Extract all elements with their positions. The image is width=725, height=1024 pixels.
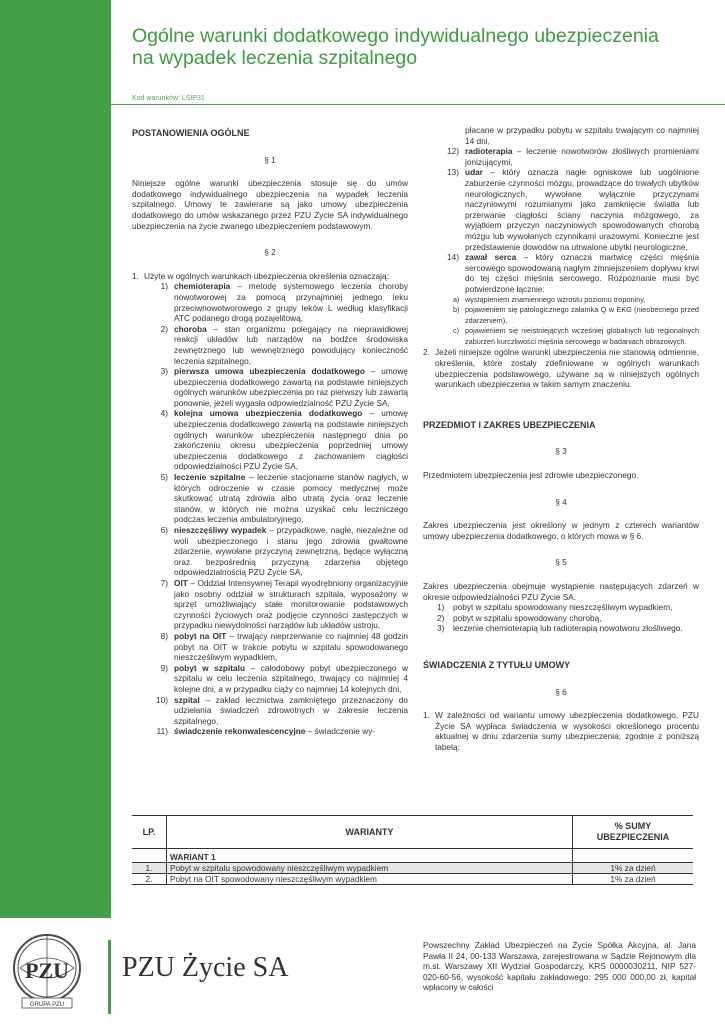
defined-term: choroba <box>174 323 207 334</box>
defined-term: udar <box>465 167 483 178</box>
definition-5 <box>132 472 408 525</box>
sub-item <box>423 295 699 306</box>
variant-row <box>132 849 693 863</box>
header-variants: WARIANTY <box>167 816 573 849</box>
sub-item-letter: a) <box>453 294 460 304</box>
item-text: Użyte w ogólnych warunkach ubezpieczenia określenia oznaczają: <box>144 270 389 281</box>
paragraph-1-text: Niniejsze ogólne warunki ubezpieczenia stosuje się do umów dodatkowego indywidualnego ubezpieczenia na wypadek leczenia szpitalnego. Umowy te zawierane są jako umowy ubezpieczenia dodatkowego do umów wskazanego przez PZU Życie SA indywidualnego ubezpieczenia na życie zwanego ubezpieczeniem podstawowym. <box>132 178 408 231</box>
item-2 <box>423 347 699 389</box>
item-number: 9) <box>160 662 168 673</box>
item-text: W zależności od wariantu umowy ubezpieczenia dodatkowego, PZU Życie SA wypłaca świadczenia w wysokości określonego procentu aktualnej w dniu zdarzenia sumy ubezpieczenia, zgodnie z poniższą tabelą: <box>435 710 699 752</box>
paragraph-3-sign: § 3 <box>555 446 567 457</box>
defined-term: leczenie szpitalne <box>174 472 246 483</box>
definition-text: – który oznacza nagłe ogniskowe lub uogólnione zaburzenie czynności mózgu, prowadzące do trwałych ubytków neurologicznych, wywołane wyłącznie przyczynami naczyniowymi rozumianymi jako zamknięcie światła lub przerwanie ciągłości ściany naczynia mózgowego, za wyjątkiem przyczyn naczyniowych spowodowanych chorobą mózgu lub wywołanych czynnikami urazowymi. Konieczne jest przedstawienie dowodów na utrwalone ubytki neurologiczne, <box>465 167 699 252</box>
sub-item <box>423 305 699 326</box>
item-number: 3) <box>160 366 168 377</box>
definition-text: – umowę ubezpieczenia dodatkowego zawartą na podstawie niniejszych ogólnych warunków ubezpieczenia po raz pierwszy lub zawartą ponownie, jeżeli wygasła odpowiedzialność PZU Życie SA, <box>174 366 408 408</box>
brand-name: PZU Życie SA <box>122 952 289 983</box>
title-line-1: Ogólne warunki dodatkowego indywidualnego ubezpieczenia <box>132 25 659 47</box>
defined-term: kolejna umowa ubezpieczenia dodatkowego <box>174 408 363 419</box>
paragraph-3-text: Przedmiotem ubezpieczenia jest zdrowie ubezpieczonego. <box>423 470 639 481</box>
item-number: 7) <box>160 577 168 588</box>
header-divider <box>111 104 725 105</box>
definition-text: – przypadkowe, nagłe, niezależne od woli ubezpieczonego i stanu jego zdrowia gwałtowne zdarzenie, wywołane przyczyną zewnętrzną, będące wyłączną oraz bezpośrednią przyczyną zdarzenia objętego odpowiedzialnością PZU Życie SA, <box>174 525 408 578</box>
definition-1 <box>132 281 408 323</box>
item-number: 12) <box>447 146 459 157</box>
logo-subtext: GRUPA PZU <box>29 1002 65 1008</box>
item-number: 1) <box>160 281 168 292</box>
row-number: 2. <box>132 874 167 885</box>
row-number: 1. <box>132 863 167 874</box>
definition-9 <box>132 663 408 695</box>
definition-3 <box>132 366 408 408</box>
item-text: pobyt w szpitalu spowodowany nieszczęśliwym wypadkiem, <box>453 602 673 613</box>
definition-4 <box>132 408 408 472</box>
title-line-2: na wypadek leczenia szpitalnego <box>132 47 418 69</box>
green-sidebar <box>0 0 111 918</box>
definition-10 <box>132 695 408 727</box>
definition-text: – umowę ubezpieczenia dodatkowego zawartą na podstawie niniejszych ogólnych warunków ubezpieczenia następnego dnia po zakończeniu okresu ubezpieczenia poprzedniej umowy ubezpieczenia dodatkowego z zachowaniem ciągłości odpowiedzialności PZU Życie SA, <box>174 408 408 472</box>
defined-term: OIT <box>174 577 188 588</box>
section-heading-scope: PRZEDMIOT I ZAKRES UBEZPIECZENIA <box>423 419 596 430</box>
paragraph-5-sign: § 5 <box>555 557 567 568</box>
item-number: 1. <box>132 270 139 281</box>
definition-text: – który oznacza martwicę części mięśnia sercowego spowodowaną nagłym zmniejszeniem dopływu krwi do tej części mięśnia sercowego. Rozpoznanie musi być potwierdzone łącznie: <box>465 252 699 294</box>
definition-text: – metodę systemowego leczenia choroby nowotworowej za pomocą przynajmniej jednego leku przeciwnowotworowego z grupy leków L według klasyfikacji ATC podanego drogą pozajelitową, <box>174 281 408 324</box>
item-number: 1. <box>423 710 430 721</box>
item-number: 4) <box>160 408 168 419</box>
defined-term: zawał serca <box>465 252 517 263</box>
conditions-code: Kod warunków: LSIP31 <box>132 95 205 102</box>
definitions-intro <box>132 271 408 282</box>
defined-term: świadczenie rekonwalescencyjne <box>174 726 306 737</box>
definition-text: – leczenie stacjonarne stanów nagłych, w których odroczenie w czasie pomocy medycznej może skutkować utratą zdrowia albo utratą życia oraz leczenie stanów, w których nie można uzyskać celu leczniczego podczas leczenia ambulatoryjnego, <box>174 472 408 525</box>
sub-item-text: pojawieniem się patologicznego załamka Q w EKG (nieobecnego przed zdarzeniem), <box>465 305 699 325</box>
row-description: Pobyt na OIT spowodowany nieszczęśliwym wypadkiem <box>167 874 573 885</box>
sub-item-text: wystąpieniem znamiennego wzrostu poziomu troponiny, <box>465 294 646 304</box>
item-number: 11) <box>156 726 168 737</box>
section-heading-benefits: ŚWIADCZENIA Z TYTUŁU UMOWY <box>423 659 571 670</box>
defined-term: nieszczęśliwy wypadek <box>174 525 267 535</box>
item-number: 10) <box>156 694 168 705</box>
paragraph-2-sign: § 2 <box>264 247 276 258</box>
variant-label: WARIANT 1 <box>167 849 573 863</box>
item-number: 2) <box>160 323 168 334</box>
item-text: pobyt w szpitalu spowodowany chorobą, <box>453 612 602 623</box>
item-number: 1) <box>437 602 445 613</box>
paragraph-4-text: Zakres ubezpieczenia jest określony w jednym z czterech wariantów umowy ubezpieczenia dodatkowego, o których mowa w § 6. <box>423 520 699 541</box>
section-heading-general: POSTANOWIENIA OGÓLNE <box>132 128 250 138</box>
document-title <box>132 25 702 69</box>
definition-12 <box>423 146 699 167</box>
footer-divider <box>108 940 111 1014</box>
item-number: 8) <box>160 630 168 641</box>
defined-term: pierwsza umowa ubezpieczenia dodatkowego <box>174 366 365 377</box>
defined-term: pobyt na OIT <box>174 630 227 641</box>
defined-term: szpital <box>174 694 200 705</box>
paragraph-6-sign: § 6 <box>555 686 567 697</box>
scope-item <box>423 602 699 613</box>
variants-table <box>132 815 693 885</box>
paragraph-1-sign: § 1 <box>264 154 276 165</box>
table-row <box>132 874 693 885</box>
item-text: leczenie chemioterapią lub radioterapią nowotworu złośliwego. <box>453 623 683 634</box>
company-address: Powszechny Zakład Ubezpieczeń na Życie Spółka Akcyjna, al. Jana Pawła II 24, 00-133 Warszawa, zarejestrowana w Sądzie Rejonowym dla m.st. Warszawy XII Wydział Gospodarczy, KRS 0000030211, NIP 527-020-60-56, wysokość kapitału zakładowego: 295 000 000,00 zł, kapitał wpłacony w całości <box>423 940 696 993</box>
row-value: 1% za dzień <box>610 874 656 884</box>
scope-item <box>423 613 699 624</box>
definition-text: – stan organizmu polegający na nieprawidłowej reakcji układów lub narządów na bodźce środowiska zewnętrznego lub wewnętrznego powodujący konieczność leczenia szpitalnego, <box>174 323 408 366</box>
item-6-1 <box>423 710 699 752</box>
sub-item-letter: c) <box>453 326 460 336</box>
paragraph-4-sign: § 4 <box>555 496 567 507</box>
definition-7 <box>132 578 408 631</box>
definition-11 <box>132 726 408 737</box>
table-row <box>132 863 693 874</box>
item-number: 2) <box>437 612 445 623</box>
right-column <box>423 125 699 753</box>
definition-8 <box>132 631 408 663</box>
definition-text: – całodobowy pobyt ubezpieczonego w szpitalu w celu leczenia szpitalnego, trwający co najmniej 4 kolejne dni, a w przypadku ciąży co najmniej 14 kolejnych dni, <box>174 662 408 694</box>
item-number: 5) <box>160 472 168 483</box>
item-number: 6) <box>160 525 168 535</box>
sub-item <box>423 326 699 347</box>
definition-text: – trwający nieprzerwanie co najmniej 48 godzin pobyt na OIT w trakcie pobytu w szpitalu spowodowanego nieszczęśliwym wypadkiem, <box>174 630 409 663</box>
defined-term: chemioterapia <box>174 281 231 292</box>
sub-item-letter: b) <box>453 305 460 315</box>
defined-term: radioterapia <box>465 146 513 157</box>
definition-text: – Oddział Intensywnej Terapii wyodrębniony organizacyjnie jako osobny oddział w strukturach szpitala, wyposażony w sprzęt umożliwiający stałe monitorowanie podstawowych czynności życiowych oraz podjęcie czynności zastępczych w przypadku niewydolności narządów lub układów ustroju, <box>174 577 408 631</box>
header-lp: LP. <box>132 816 167 849</box>
item-number: 13) <box>447 167 459 178</box>
sub-item-text: pojawieniem się nieistniejących wcześniej globalnych lub regionalnych zaburzeń kurczliwości mięśnia sercowego w badaniach obrazowych. <box>465 326 699 346</box>
pzu-logo <box>10 928 84 1014</box>
definition-text: – świadczenie wy- <box>305 726 376 737</box>
left-column <box>132 128 408 737</box>
definition-text: – leczenie nowotworów złośliwych promieniami jonizującymi, <box>465 146 699 167</box>
defined-term: pobyt w szpitalu <box>174 662 246 673</box>
definition-6 <box>132 525 408 578</box>
definition-11-continued: płacane w przypadku pobytu w szpitalu trwającym co najmniej 14 dni, <box>465 125 699 146</box>
definition-text: – zakład lecznictwa zamkniętego przeznaczony do udzielania świadczeń zdrowotnych w zakresie leczenia szpitalnego, <box>174 694 408 726</box>
header-percent: % SUMY UBEZPIECZENIA <box>573 816 694 849</box>
scope-item <box>423 623 699 634</box>
logo-text: PZU <box>25 958 69 983</box>
definition-2 <box>132 324 408 366</box>
row-value: 1% za dzień <box>610 863 656 873</box>
item-number: 3) <box>437 623 445 634</box>
paragraph-5-text: Zakres ubezpieczenia obejmuje wystąpienie następujących zdarzeń w okresie odpowiedzialności PZU Życie SA: <box>423 581 699 602</box>
row-description: Pobyt w szpitalu spowodowany nieszczęśliwym wypadkiem <box>167 863 573 874</box>
definition-13 <box>423 167 699 252</box>
item-number: 14) <box>447 252 459 263</box>
item-number: 2. <box>423 347 430 358</box>
definition-14 <box>423 252 699 294</box>
item-text: Jeżeli niniejsze ogólne warunki ubezpieczenia nie stanowią odmiennie, określenia, które zostały zdefiniowane w ogólnych warunkach ubezpieczenia podstawowego, używane są w niniejszych ogólnych warunkach ubezpieczenia w takim samym znaczeniu. <box>435 347 699 390</box>
